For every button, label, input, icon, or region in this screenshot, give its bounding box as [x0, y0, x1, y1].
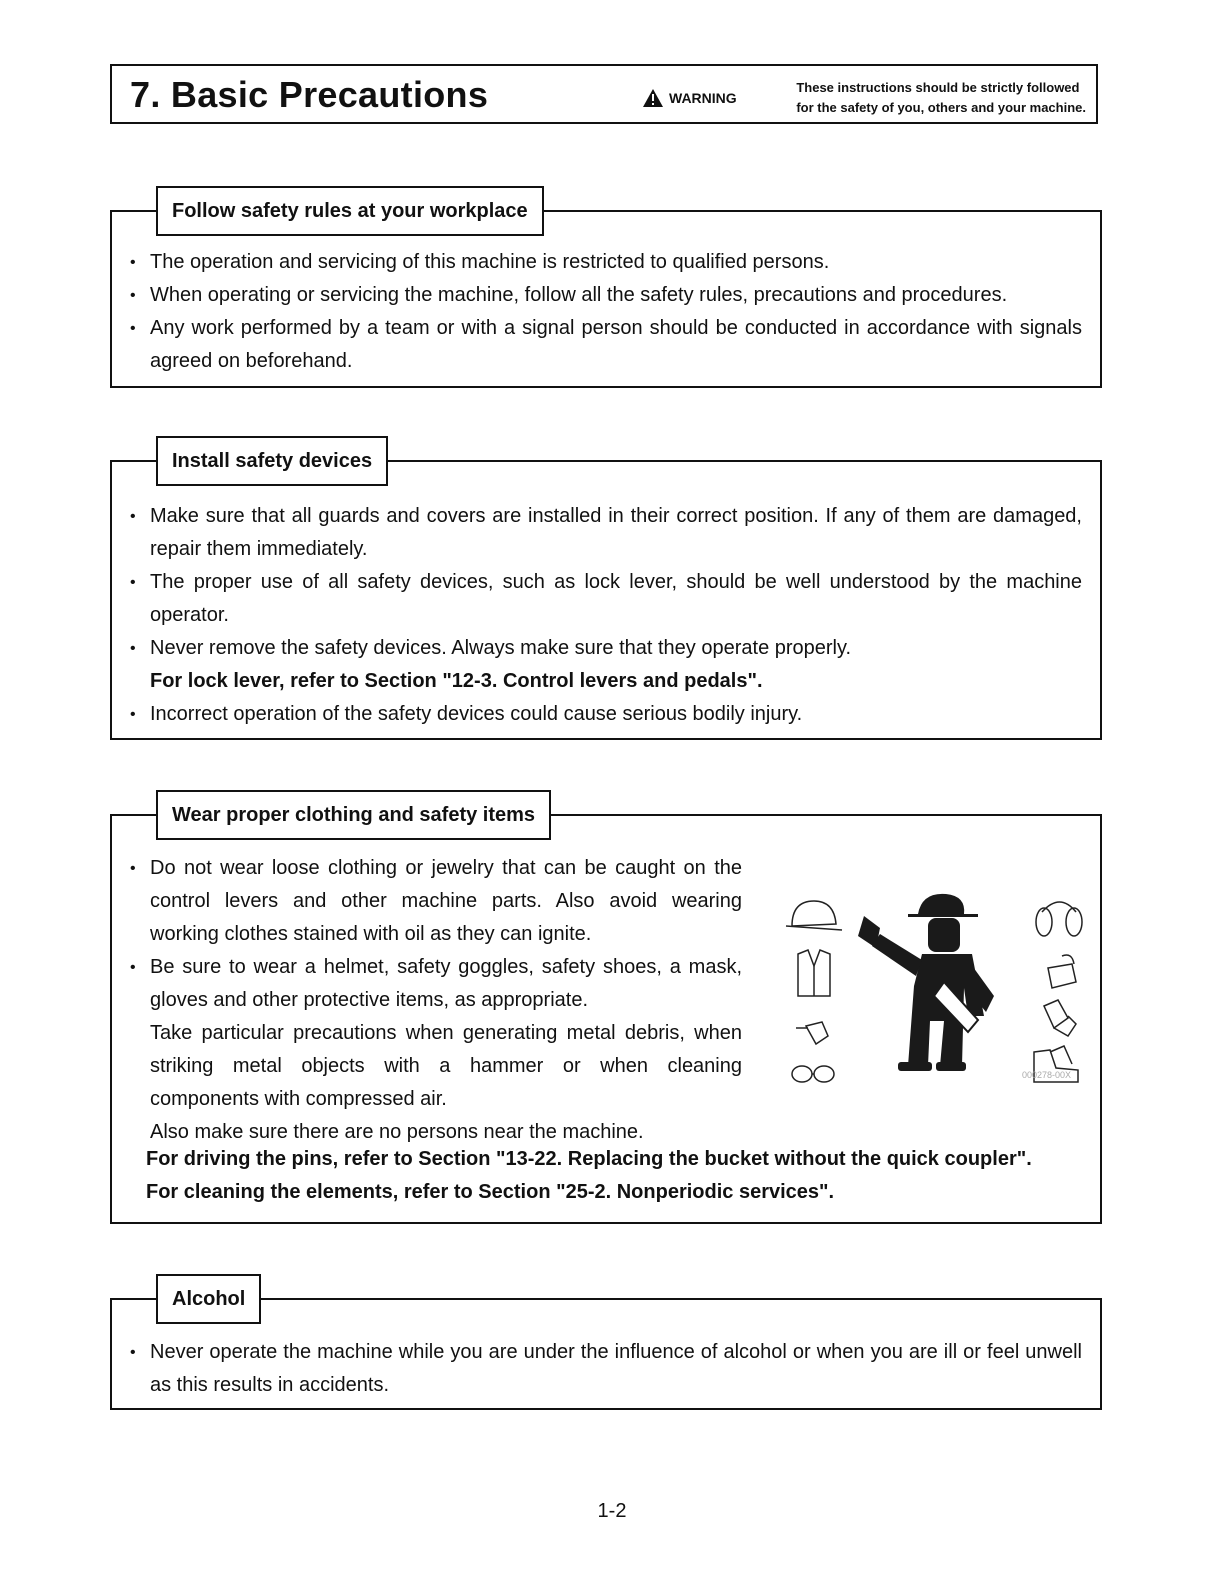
- goggles-icon: [792, 1066, 834, 1082]
- safety-equipment-illustration: [772, 856, 1092, 1096]
- bullet-list: [130, 500, 1082, 731]
- gloves-icon: [1044, 1000, 1076, 1036]
- page-number: 1-2: [597, 1500, 627, 1522]
- reference-note: For cleaning the elements, refer to Section "25-2. Nonperiodic services".: [146, 1181, 835, 1203]
- respirator-icon: [1048, 955, 1076, 988]
- bullet-list: [130, 246, 1082, 378]
- list-item: • Be sure to wear a helmet, safety goggles, safety shoes, a mask, gloves and other protective items, as appropriate.: [130, 951, 742, 1017]
- section-title: Wear proper clothing and safety items: [156, 790, 551, 840]
- reference-note: For lock lever, refer to Section "12-3. Control levers and pedals".: [150, 670, 763, 692]
- warning-label: WARNING: [669, 90, 737, 106]
- list-item: • Never remove the safety devices. Always make sure that they operate properly.: [130, 632, 1082, 665]
- list-item: • The operation and servicing of this machine is restricted to qualified persons.: [130, 246, 1082, 279]
- earmuffs-icon: [1036, 902, 1082, 936]
- section-title: Install safety devices: [156, 436, 388, 486]
- warning-line-1: These instructions should be strictly followed: [796, 80, 1080, 95]
- section-title: Alcohol: [156, 1274, 261, 1324]
- section-title: Follow safety rules at your workplace: [156, 186, 544, 236]
- section-alcohol: [110, 1288, 1102, 1410]
- vest-icon: [798, 950, 830, 996]
- reference-note: For driving the pins, refer to Section "13-22. Replacing the bucket without the quick coupler".: [146, 1148, 1032, 1170]
- page-header: [110, 64, 1098, 124]
- warning-text: [796, 78, 1086, 118]
- bullet-list: [130, 852, 742, 1149]
- helmet-icon: [786, 901, 842, 930]
- bullet-list: [130, 1336, 1082, 1402]
- list-item: • When operating or servicing the machine, follow all the safety rules, precautions and procedures.: [130, 279, 1082, 312]
- section-workplace: [110, 200, 1102, 388]
- mask-icon: [796, 1022, 828, 1044]
- page-title: 7. Basic Precautions: [130, 74, 489, 115]
- list-item: • Do not wear loose clothing or jewelry that can be caught on the control levers and other machine parts. Also avoid wearing working clothes stained with oil as they can ignite.: [130, 852, 742, 951]
- warning-line-2: for the safety of you, others and your machine.: [796, 100, 1086, 115]
- list-item: • Incorrect operation of the safety devices could cause serious bodily injury.: [130, 698, 1082, 731]
- list-item: • The proper use of all safety devices, such as lock lever, should be well understood by the machine operator.: [130, 566, 1082, 632]
- list-item: • Never operate the machine while you are under the influence of alcohol or when you are ill or feel unwell as this results in accidents.: [130, 1336, 1082, 1402]
- figure-code: 000278-00X: [1022, 1070, 1072, 1080]
- section-devices: [110, 450, 1102, 740]
- list-item: • Any work performed by a team or with a signal person should be conducted in accordance with signals agreed on beforehand.: [130, 312, 1082, 378]
- warning-triangle-icon: [642, 88, 664, 108]
- list-item: • Make sure that all guards and covers are installed in their correct position. If any of them are damaged, repair them immediately.: [130, 500, 1082, 566]
- list-item-continuation: Also make sure there are no persons near the machine.: [150, 1121, 644, 1143]
- section-clothing: [110, 804, 1102, 1224]
- list-item-continuation: Take particular precautions when generating metal debris, when striking metal objects with a hammer or when cleaning components with compressed air.: [150, 1022, 742, 1110]
- worker-figure-icon: [858, 894, 994, 1071]
